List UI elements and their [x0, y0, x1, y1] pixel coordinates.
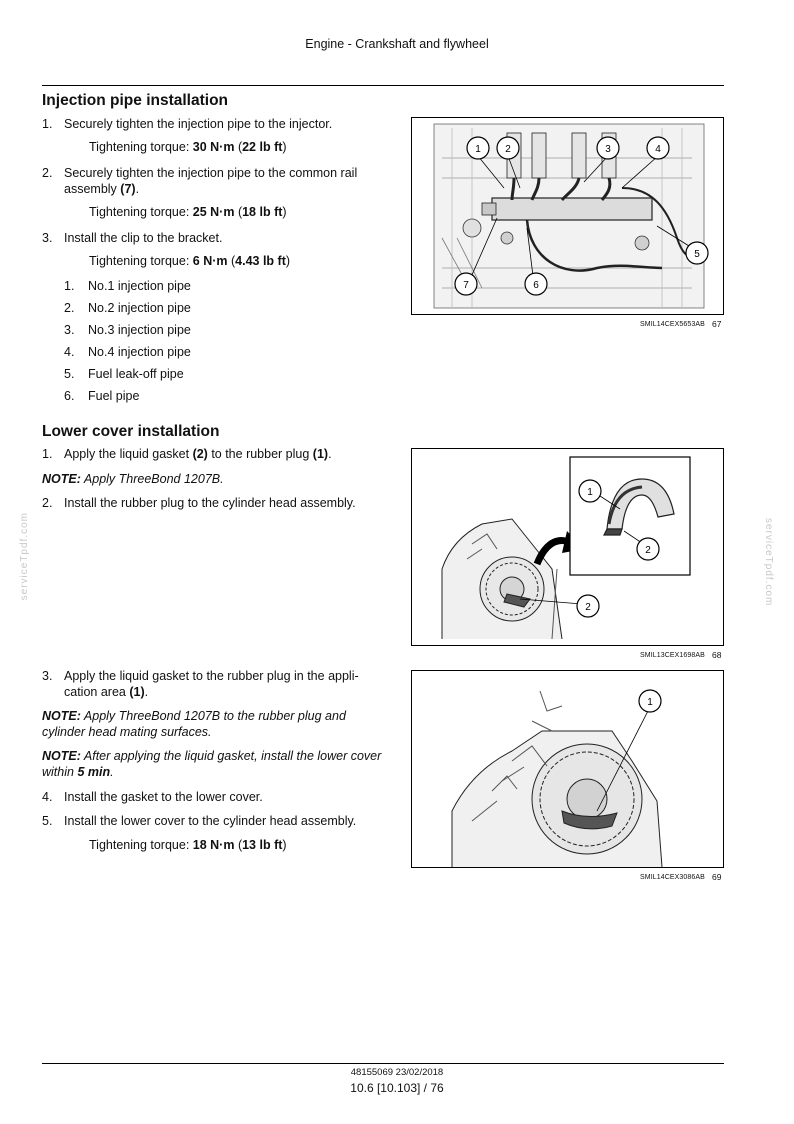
torque-paren-close: )	[282, 140, 287, 154]
note-2	[42, 708, 387, 740]
step-text: Install the rubber plug to the cylinder head assembly.	[64, 496, 356, 510]
step-1	[42, 116, 387, 132]
watermark-right: serviceTpdf.com	[763, 518, 774, 607]
legend-label: No.1 injection pipe	[88, 279, 191, 293]
engine-injection-illustration	[412, 118, 723, 314]
footer-rule	[42, 1063, 724, 1064]
step-2	[42, 495, 387, 511]
figure-code: SMIL14CEX3086AB	[640, 874, 705, 881]
note-label: NOTE:	[42, 472, 81, 486]
step-text-end: .	[328, 447, 332, 461]
torque-paren-open: (	[234, 838, 243, 852]
callout-label: 5	[694, 249, 700, 260]
legend-label: No.2 injection pipe	[88, 301, 191, 315]
note-text: After applying the liquid gasket, install the lower cover within	[42, 749, 382, 779]
legend-label: Fuel pipe	[88, 389, 140, 403]
torque-alt-value: 18 lb ft	[242, 205, 283, 219]
legend-number: 3.	[64, 323, 75, 337]
figure-67-injection-pipes	[411, 117, 724, 315]
callout-label: 1	[647, 697, 653, 708]
torque-value: 18 N·m	[192, 838, 235, 852]
callout-label: 4	[655, 144, 661, 155]
figure-code: SMIL14CEX5653AB	[640, 321, 705, 328]
tightening-torque-1	[89, 140, 287, 154]
legend-number: 6.	[64, 389, 75, 403]
step-number: 3.	[42, 231, 53, 245]
figure-number: 68	[712, 650, 722, 660]
rubber-plug-illustration	[412, 449, 723, 645]
step-text: Securely tighten the injection pipe to the injector.	[64, 117, 333, 131]
section-title-injection-pipe: Injection pipe installation	[42, 92, 229, 109]
step-text: Apply the liquid gasket to the rubber plug in the appli-cation area	[64, 669, 359, 699]
torque-paren-close: )	[282, 205, 287, 219]
note-text: Apply ThreeBond 1207B to the rubber plug and cylinder head mating surfaces.	[42, 709, 346, 739]
torque-paren-open: (	[227, 254, 236, 268]
step-number: 3.	[42, 669, 53, 683]
step-number: 1.	[42, 447, 53, 461]
note-label: NOTE:	[42, 709, 81, 723]
callout-label: 7	[463, 280, 469, 291]
footer-page-number: 10.6 [10.103] / 76	[350, 1081, 444, 1095]
torque-alt-value: 22 lb ft	[242, 140, 283, 154]
legend-item	[64, 323, 191, 337]
step-number: 2.	[42, 496, 53, 510]
footer-document-code: 48155069 23/02/2018	[350, 1067, 444, 1078]
legend-item	[64, 279, 191, 293]
step-number: 1.	[42, 117, 53, 131]
tightening-torque-3	[89, 254, 290, 268]
callout-label: 1	[587, 487, 593, 498]
step-text: Install the lower cover to the cylinder head assembly.	[64, 814, 357, 828]
tightening-torque-5	[89, 838, 287, 852]
torque-label: Tightening torque:	[89, 254, 193, 268]
gasket-application-illustration	[412, 671, 723, 867]
legend-number: 4.	[64, 345, 75, 359]
step-text-end: .	[135, 182, 140, 196]
callout-label: 2	[645, 545, 651, 556]
legend-item	[64, 345, 191, 359]
ref-1: (1)	[312, 447, 329, 461]
figure-code: SMIL13CEX1698AB	[640, 652, 705, 659]
header-rule	[42, 85, 724, 86]
legend-item	[64, 367, 184, 381]
watermark-left: serviceTpdf.com	[19, 512, 30, 601]
ref-2: (2)	[192, 447, 208, 461]
legend-number: 2.	[64, 301, 75, 315]
step-text-end: .	[144, 685, 149, 699]
step-2	[42, 165, 387, 197]
ref-1: (1)	[129, 685, 145, 699]
torque-paren-close: )	[285, 254, 291, 268]
page-header-title: Engine - Crankshaft and flywheel	[305, 37, 489, 51]
torque-alt-value: 13 lb ft	[242, 838, 283, 852]
legend-label: Fuel leak-off pipe	[88, 367, 184, 381]
ref-7: (7)	[120, 182, 136, 196]
legend-item	[64, 301, 191, 315]
legend-number: 1.	[64, 279, 75, 293]
step-5	[42, 813, 387, 829]
torque-value: 6 N·m	[192, 254, 228, 268]
figure-number: 69	[712, 872, 722, 882]
step-4	[42, 789, 387, 805]
step-number: 2.	[42, 166, 53, 180]
legend-label: No.3 injection pipe	[88, 323, 191, 337]
torque-value: 30 N·m	[192, 140, 235, 154]
torque-paren-open: (	[234, 205, 243, 219]
step-text: Install the clip to the bracket.	[64, 231, 223, 245]
step-number: 4.	[42, 790, 53, 804]
callout-label: 2	[585, 602, 591, 613]
step-3	[42, 668, 387, 700]
torque-paren-open: (	[234, 140, 243, 154]
torque-value: 25 N·m	[192, 205, 235, 219]
callout-label: 3	[605, 144, 611, 155]
torque-label: Tightening torque:	[89, 140, 193, 154]
legend-item	[64, 389, 139, 403]
note-label: NOTE:	[42, 749, 81, 763]
torque-alt-value: 4.43 lb ft	[235, 254, 286, 268]
note-3	[42, 748, 387, 780]
figure-69-gasket-application	[411, 670, 724, 868]
callout-label: 1	[475, 144, 481, 155]
note-1	[42, 471, 387, 487]
callout-label: 6	[533, 280, 539, 291]
figure-number: 67	[712, 319, 722, 329]
note-time-limit: 5 min	[77, 765, 111, 779]
torque-label: Tightening torque:	[89, 205, 193, 219]
step-text: Securely tighten the injection pipe to the common rail assembly	[64, 166, 358, 196]
step-text: Apply the liquid gasket	[64, 447, 193, 461]
torque-paren-close: )	[282, 838, 287, 852]
note-text-end: .	[110, 765, 114, 779]
step-text: to the rubber plug	[207, 447, 313, 461]
section-title-lower-cover: Lower cover installation	[42, 423, 220, 440]
legend-number: 5.	[64, 367, 75, 381]
legend-label: No.4 injection pipe	[88, 345, 191, 359]
step-number: 5.	[42, 814, 53, 828]
callout-label: 2	[505, 144, 511, 155]
step-1	[42, 446, 387, 462]
figure-68-rubber-plug	[411, 448, 724, 646]
torque-label: Tightening torque:	[89, 838, 193, 852]
step-text: Install the gasket to the lower cover.	[64, 790, 263, 804]
tightening-torque-2	[89, 205, 287, 219]
note-text: Apply ThreeBond 1207B.	[80, 472, 224, 486]
step-3	[42, 230, 387, 246]
